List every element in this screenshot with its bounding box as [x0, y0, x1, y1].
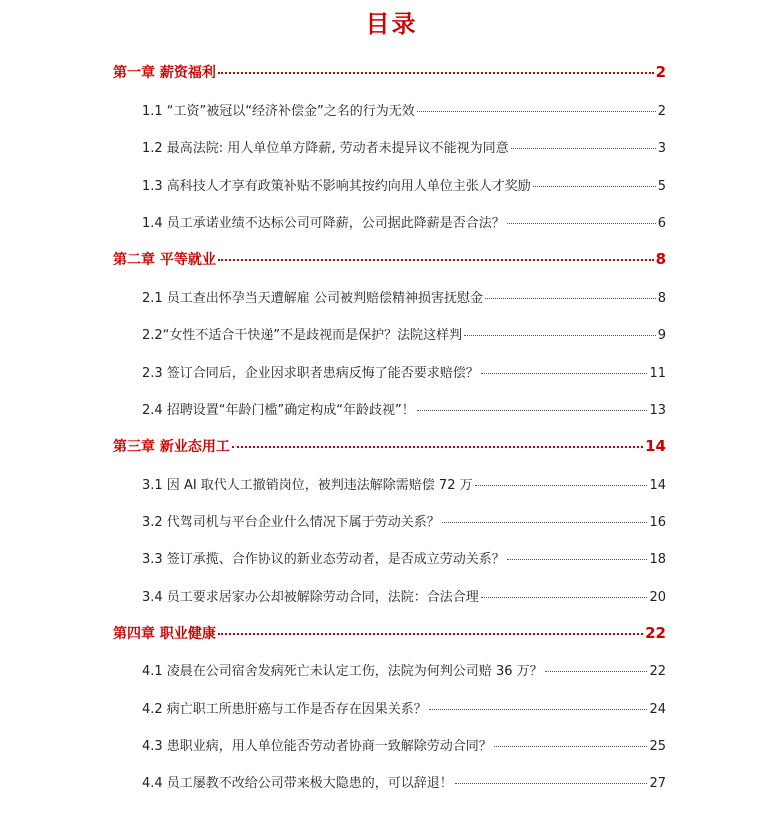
dot-leader: [429, 709, 648, 710]
toc-section-4-3[interactable]: [142, 735, 666, 754]
section-title: 4.1 凌晨在公司宿舍发病死亡未认定工伤，法院为何判公司赔 36 万？: [142, 664, 543, 679]
toc-section-3-4[interactable]: [142, 586, 666, 605]
page-number: 13: [649, 403, 666, 418]
dot-leader: [511, 148, 656, 149]
toc-section-2-2[interactable]: [142, 324, 666, 343]
dot-leader: [481, 597, 648, 598]
dot-leader: [507, 223, 656, 224]
page-number: 9: [657, 328, 666, 343]
toc-section-1-2[interactable]: [142, 137, 666, 156]
chapter-title: 第二章 平等就业: [113, 252, 216, 268]
toc-section-2-1[interactable]: [142, 287, 666, 306]
page-number: 6: [657, 216, 666, 231]
section-title: 1.2 最高法院: 用人单位单方降薪, 劳动者未提异议不能视为同意: [142, 141, 509, 156]
dot-leader: [507, 559, 648, 560]
page-number: 2: [655, 63, 666, 81]
dot-leader: [417, 410, 648, 411]
page-number: 14: [649, 478, 666, 493]
section-title: 3.1 因 AI 取代人工撤销岗位，被判违法解除需赔偿 72 万: [142, 478, 473, 493]
dot-leader: [475, 485, 648, 486]
section-title: 2.1 员工查出怀孕当天遭解雇 公司被判赔偿精神损害抚慰金: [142, 291, 483, 306]
section-title: 1.1 “工资”被冠以“经济补偿金”之名的行为无效: [142, 104, 415, 119]
section-title: 3.2 代驾司机与平台企业什么情况下属于劳动关系？: [142, 515, 440, 530]
toc-section-3-3[interactable]: [142, 548, 666, 567]
section-title: 4.2 病亡职工所患肝癌与工作是否存在因果关系？: [142, 702, 427, 717]
page-number: 25: [649, 739, 666, 754]
toc-section-1-1[interactable]: [142, 100, 666, 119]
dot-leader: [218, 259, 654, 261]
page-number: 3: [657, 141, 666, 156]
toc-chapter-2[interactable]: [113, 249, 666, 269]
dot-leader: [442, 522, 648, 523]
page-number: 27: [649, 776, 666, 791]
page-title: 目录: [365, 10, 418, 38]
section-title: 4.3 患职业病，用人单位能否劳动者协商一致解除劳动合同？: [142, 739, 492, 754]
dot-leader: [494, 746, 648, 747]
toc-section-3-1[interactable]: [142, 474, 666, 493]
toc-section-2-4[interactable]: [142, 399, 666, 418]
chapter-title: 第三章 新业态用工: [113, 439, 230, 455]
dot-leader: [417, 111, 656, 112]
page-number: 5: [657, 179, 666, 194]
section-title: 3.3 签订承揽、合作协议的新业态劳动者，是否成立劳动关系？: [142, 552, 505, 567]
page-number: 8: [655, 250, 666, 268]
dot-leader: [218, 72, 654, 74]
toc-chapter-4[interactable]: [113, 623, 666, 643]
toc-section-4-1[interactable]: [142, 660, 666, 679]
section-title: 1.4 员工承诺业绩不达标公司可降薪，公司据此降薪是否合法？: [142, 216, 505, 231]
dot-leader: [485, 298, 656, 299]
toc-section-3-2[interactable]: [142, 511, 666, 530]
section-title: 1.3 高科技人才享有政策补贴不影响其按约向用人单位主张人才奖励: [142, 179, 531, 194]
chapter-title: 第四章 职业健康: [113, 626, 216, 642]
page-number: 22: [649, 664, 666, 679]
toc-chapter-1[interactable]: [113, 62, 666, 82]
section-title: 2.3 签订合同后，企业因求职者患病反悔了能否要求赔偿？: [142, 366, 479, 381]
toc-section-1-4[interactable]: [142, 212, 666, 231]
dot-leader: [232, 446, 643, 448]
page-number: 24: [649, 702, 666, 717]
page-number: 20: [649, 590, 666, 605]
section-title: 2.4 招聘设置“年龄门槛”确定构成“年龄歧视”！: [142, 403, 415, 418]
page-number: 18: [649, 552, 666, 567]
dot-leader: [545, 671, 648, 672]
chapter-title: 第一章 薪资福利: [113, 65, 216, 81]
toc-section-2-3[interactable]: [142, 362, 666, 381]
page-number: 2: [657, 104, 666, 119]
dot-leader: [533, 186, 656, 187]
dot-leader: [218, 633, 643, 635]
section-title: 2.2“女性不适合干快递”不是歧视而是保护？法院这样判: [142, 328, 463, 343]
toc-chapter-3[interactable]: [113, 436, 666, 456]
section-title: 4.4 员工屡教不改给公司带来极大隐患的，可以辞退！: [142, 776, 453, 791]
toc-section-4-4[interactable]: [142, 772, 666, 791]
page-number: 22: [645, 624, 666, 642]
dot-leader: [481, 373, 648, 374]
toc-section-1-3[interactable]: [142, 175, 666, 194]
page-number: 8: [657, 291, 666, 306]
dot-leader: [455, 783, 648, 784]
section-title: 3.4 员工要求居家办公却被解除劳动合同，法院：合法合理: [142, 590, 479, 605]
page-number: 14: [645, 437, 666, 455]
page-number: 16: [649, 515, 666, 530]
toc-section-4-2[interactable]: [142, 698, 666, 717]
page-number: 11: [649, 366, 666, 381]
dot-leader: [464, 335, 656, 336]
